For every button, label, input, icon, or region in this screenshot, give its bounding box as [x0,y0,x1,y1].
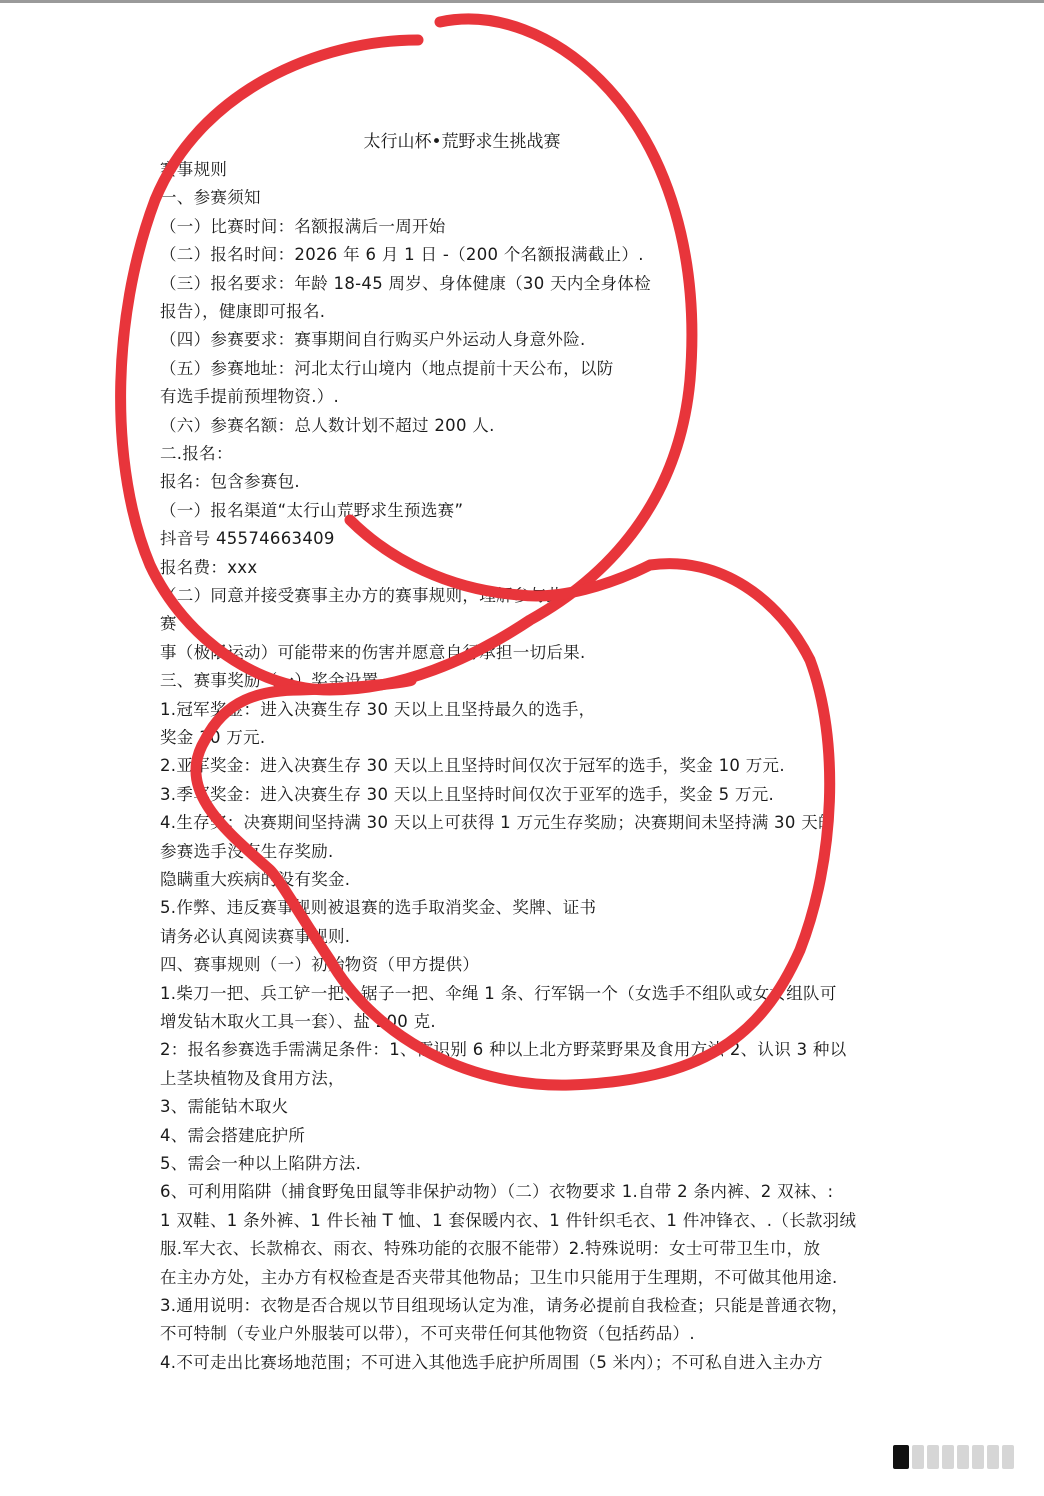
document-line: 1.冠军奖金：进入决赛生存 30 天以上且坚持最久的选手， [160,699,596,719]
document-line: 2：报名参赛选手需满足条件：1、需识别 6 种以上北方野菜野果及食用方法 2、认识 3 种以 [160,1040,847,1060]
document-line: （一）比赛时间：名额报满后一周开始 [160,216,446,236]
document-line: 请务必认真阅读赛事规则. [160,926,351,946]
document-line: 有选手提前预埋物资.）. [160,387,340,407]
document-line: 3、需能钻木取火 [160,1097,289,1117]
document-line: 增发钻木取火工具一套）、盐 200 克. [160,1012,436,1031]
dot [957,1445,969,1469]
document-line: 1 双鞋、1 条外裤、1 件长袖 T 恤、1 套保暖内衣、1 件针织毛衣、1 件冲锋衣、.（长款羽绒 [160,1210,857,1230]
document-line: 4.不可走出比赛场地范围；不可进入其他选手庇护所周围（5 米内）；不可私自进入主办方 [160,1352,823,1372]
document-line: 报告），健康即可报名. [160,302,326,321]
document-line: 隐瞒重大疾病的没有奖金. [160,870,351,889]
document-line: 奖金 30 万元. [160,728,266,747]
document-title: 太行山杯•荒野求生挑战赛 [363,132,561,152]
document-line: 不可特制（专业户外服装可以带），不可夹带任何其他物资（包括药品）. [160,1324,695,1344]
dot [927,1445,939,1469]
document-line: 报名费：xxx [160,557,258,577]
document-line: 二.报名： [160,444,233,463]
document-line: 5、需会一种以上陷阱方法. [160,1154,362,1173]
document-line: 四、赛事规则（一）初始物资（甲方提供） [160,955,480,975]
dot [942,1445,954,1469]
document-line: 抖音号 45574663409 [160,529,335,549]
document-line: 4.生存奖：决赛期间坚持满 30 天以上可获得 1 万元生存奖励；决赛期间未坚持满 30 天的 [160,813,835,833]
dot [1002,1445,1014,1469]
document-line: 赛 [160,614,177,634]
document-line: （四）参赛要求：赛事期间自行购买户外运动人身意外险. [160,330,586,350]
document-line: 事（极限运动）可能带来的伤害并愿意自行承担一切后果. [160,642,586,662]
document-line: 4、需会搭建庇护所 [160,1125,306,1145]
document-line: （二）同意并接受赛事主办方的赛事规则，理解参与此 [160,586,564,605]
document-line: （一）报名渠道“太行山荒野求生预选赛” [160,500,464,520]
document-line: 在主办方处，主办方有权检查是否夹带其他物品；卫生巾只能用于生理期，不可做其他用途. [160,1267,838,1287]
dot [987,1445,999,1469]
document-line: 2.亚军奖金：进入决赛生存 30 天以上且坚持时间仅次于冠军的选手，奖金 10 万元. [160,756,785,776]
dot [912,1445,924,1469]
document-line: 6、可利用陷阱（捕食野兔田鼠等非保护动物）（二）衣物要求 1.自带 2 条内裤、2 双袜、: [160,1182,834,1202]
document-line: （二）报名时间：2026 年 6 月 1 日 -（200 个名额报满截止）. [160,245,644,265]
image-index-dots-icon[interactable] [893,1442,1028,1472]
document-line: 1.柴刀一把、兵工铲一把、锯子一把、伞绳 1 条、行军锅一个（女选手不组队或女女组队可 [160,983,837,1003]
document-line: 报名：包含参赛包. [160,472,300,492]
document-line: 3.通用说明：衣物是否合规以节目组现场认定为准，请务必提前自我检查；只能是普通衣物， [160,1296,849,1315]
document-line: （三）报名要求：年龄 18-45 周岁、身体健康（30 天内全身体检 [160,273,651,293]
document-line: （五）参赛地址：河北太行山境内（地点提前十天公布，以防 [160,358,614,378]
document-line: （六）参赛名额：总人数计划不超过 200 人. [160,415,495,435]
document-line: 5.作弊、违反赛事规则被退赛的选手取消奖金、奖牌、证书 [160,898,597,918]
document-line: 赛事规则 [160,160,228,179]
dot-active [893,1445,909,1469]
document-line: 一、参赛须知 [160,188,261,208]
document-line: 3.季军奖金：进入决赛生存 30 天以上且坚持时间仅次于亚军的选手，奖金 5 万元. [160,784,775,804]
dot [972,1445,984,1469]
document-line: 三、赛事奖励（一）奖金设置 [160,671,379,691]
document-line: 服.军大衣、长款棉衣、雨衣、特殊功能的衣服不能带）2.特殊说明：女士可带卫生巾，放 [160,1239,821,1259]
document-line: 参赛选手没有生存奖励. [160,841,334,861]
document-line: 上茎块植物及食用方法， [160,1068,345,1088]
